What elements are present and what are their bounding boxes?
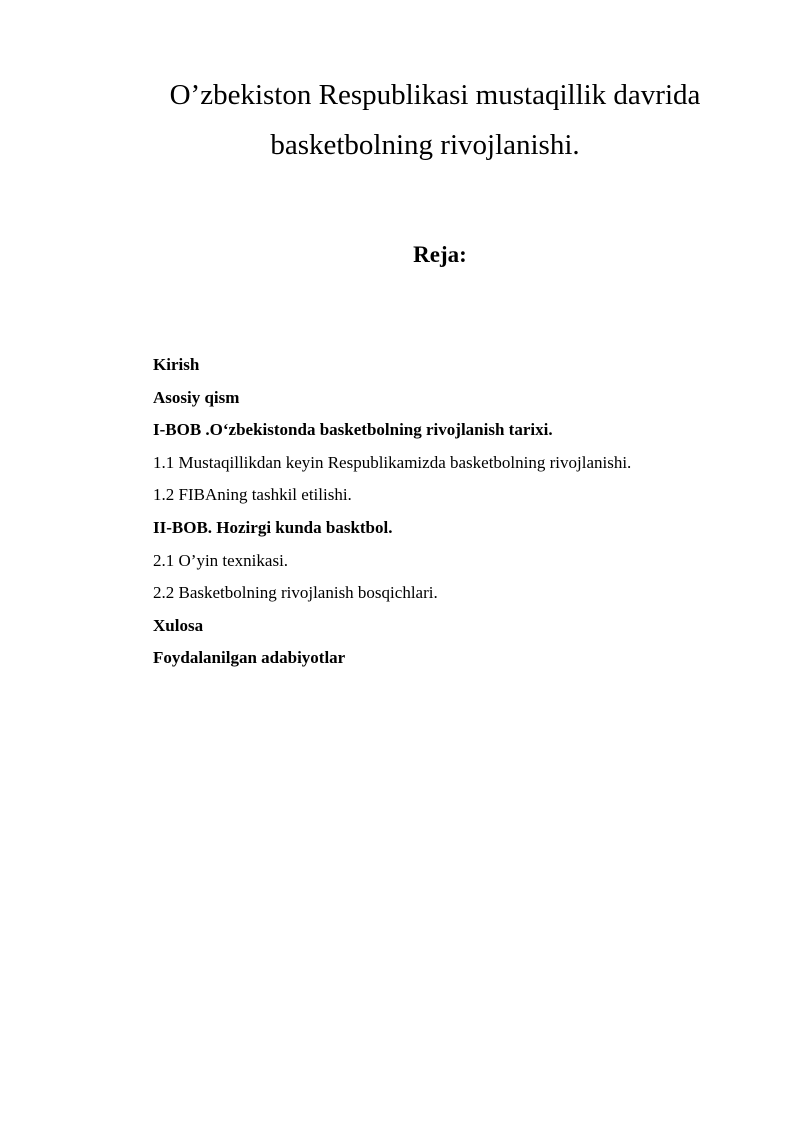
toc-item-section-2-2: 2.2 Basketbolning rivojlanish bosqichlari. [153, 583, 438, 603]
plan-heading: Reja: [413, 242, 467, 267]
table-of-contents [153, 349, 773, 675]
toc-item-section-2-1: 2.1 O’yin texnikasi. [153, 550, 289, 570]
toc-item-asosiy-qism: Asosiy qism [153, 387, 240, 407]
toc-item-kirish: Kirish [153, 355, 200, 374]
toc-item-chapter-1: I-BOB .O‘zbekistonda basketbolning rivojlanish tarixi. [153, 420, 553, 440]
document-title-line-1: O’zbekiston Respublikasi mustaqillik davrida [169, 79, 701, 111]
toc-item-adabiyotlar: Foydalanilgan adabiyotlar [153, 648, 346, 668]
toc-item-xulosa: Xulosa [153, 615, 204, 635]
document-title-line-2: basketbolning rivojlanishi. [270, 129, 580, 161]
toc-item-chapter-2: II-BOB. Hozirgi kunda basktbol. [153, 517, 393, 537]
toc-item-section-1-1: 1.1 Mustaqillikdan keyin Respublikamizda basketbolning rivojlanishi. [153, 452, 632, 472]
toc-item-section-1-2: 1.2 FIBAning tashkil etilishi. [153, 485, 352, 505]
